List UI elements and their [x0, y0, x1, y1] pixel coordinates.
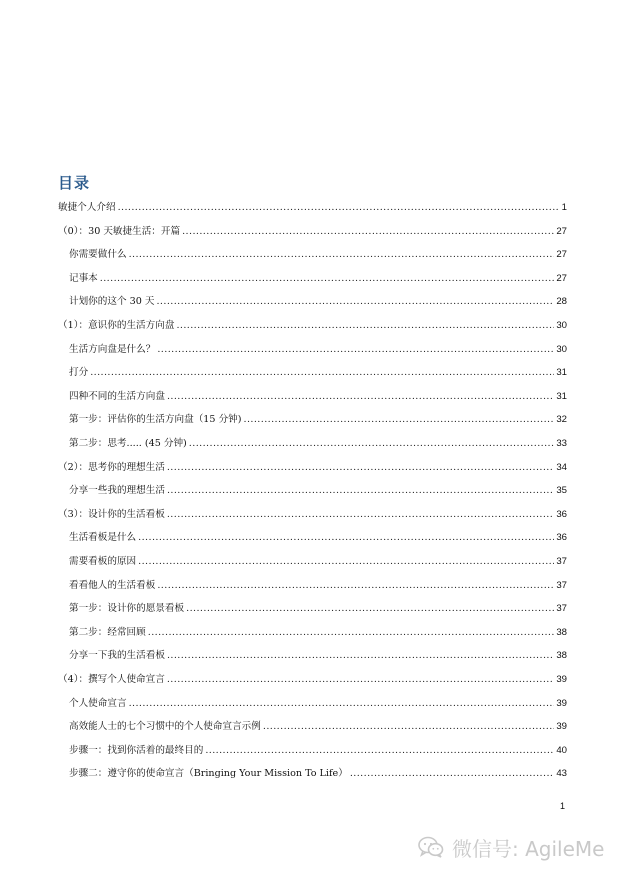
toc-entry[interactable]: [69, 719, 567, 735]
toc-entry-label: 第一步：设计你的愿景看板: [69, 603, 185, 615]
toc-entry-page: 37: [556, 603, 567, 615]
toc-entry-label: 计划你的这个 30 天: [69, 296, 155, 308]
toc-entry-label: 分享一下我的生活看板: [69, 650, 165, 662]
toc-entry-page: 38: [556, 650, 567, 662]
toc-entry[interactable]: [58, 460, 567, 476]
toc-entry-label: 分享一些我的理想生活: [69, 485, 165, 497]
toc-entry-label: （0）：30 天敏捷生活：开篇: [58, 225, 181, 237]
toc-entry-label: （4）：撰写个人使命宣言: [58, 674, 165, 685]
toc-entry-page: 30: [556, 320, 567, 331]
toc-entry-label: 第二步：经常回顾: [69, 626, 146, 638]
toc-leader-dots: [100, 271, 555, 287]
toc-entry-page: 27: [556, 272, 567, 284]
toc-leader-dots: [129, 247, 555, 263]
toc-leader-dots: [263, 719, 554, 735]
toc-entry-label: （2）：思考你的理想生活: [58, 461, 165, 473]
toc-entry[interactable]: [58, 200, 567, 216]
toc-entry-label: 个人使命宣言: [69, 697, 127, 709]
toc-entry-page: 1: [561, 202, 567, 213]
toc-leader-dots: [350, 766, 555, 782]
toc-leader-dots: [186, 601, 554, 617]
toc-leader-dots: [176, 318, 554, 334]
toc-entry-page: 38: [556, 626, 567, 638]
toc-entry[interactable]: [69, 247, 567, 263]
toc-entry-label: 你需要做什么: [69, 249, 127, 261]
toc-title: 目录: [58, 174, 91, 192]
toc-entry[interactable]: [69, 294, 567, 310]
toc-leader-dots: [205, 743, 554, 759]
toc-entry-label: 第二步：思考..... (45 分钟): [69, 438, 187, 449]
toc-entry-page: 32: [556, 414, 567, 426]
toc-entry-page: 40: [556, 744, 567, 756]
toc-entry[interactable]: [69, 389, 567, 405]
toc-entry[interactable]: [58, 507, 567, 523]
toc-leader-dots: [167, 389, 554, 405]
toc-entry-page: 31: [556, 390, 567, 402]
toc-entry-label: 四种不同的生活方向盘: [69, 390, 165, 402]
toc-entry[interactable]: [69, 342, 567, 358]
toc-entry[interactable]: [69, 766, 567, 782]
toc-leader-dots: [118, 200, 560, 216]
toc-entry-label: （3）：设计你的生活看板: [58, 508, 165, 520]
toc-entry[interactable]: [69, 436, 567, 452]
watermark: [418, 833, 604, 861]
toc-entry-page: 31: [556, 367, 567, 379]
toc-entry-label: 生活方向盘是什么？: [69, 343, 156, 355]
toc-entry-page: 28: [556, 296, 567, 308]
toc-leader-dots: [90, 365, 554, 381]
toc-leader-dots: [167, 672, 554, 688]
toc-entry-label: 第一步：评估你的生活方向盘（15 分钟): [69, 414, 242, 426]
toc-entry[interactable]: [69, 625, 567, 641]
toc-entry[interactable]: [69, 412, 567, 428]
toc-leader-dots: [189, 436, 555, 452]
toc-entry-page: 39: [556, 721, 567, 733]
toc-entry-page: 33: [556, 438, 567, 449]
wechat-icon: [418, 836, 444, 858]
toc-entry-label: 步骤一：找到你活着的最终目的: [69, 744, 204, 756]
toc-entry-label: （1）：意识你的生活方向盘: [58, 320, 175, 331]
toc-entry[interactable]: [58, 224, 567, 240]
toc-entry-page: 37: [556, 556, 567, 567]
toc-leader-dots: [156, 294, 554, 310]
toc-entry-page: 36: [556, 532, 567, 544]
toc-entry[interactable]: [58, 672, 567, 688]
toc-entry-label: 敏捷个人介绍: [58, 202, 116, 213]
toc-entry-label: 高效能人士的七个习惯中的个人使命宣言示例: [69, 721, 261, 733]
toc-entry-page: 27: [556, 225, 567, 237]
toc-leader-dots: [129, 696, 555, 712]
toc-entry-label: 生活看板是什么: [69, 532, 137, 544]
toc-leader-dots: [148, 625, 555, 641]
toc-entry-page: 27: [556, 249, 567, 261]
toc-entry[interactable]: [69, 743, 567, 759]
toc-entry-page: 37: [556, 579, 567, 591]
page-number: 1: [560, 801, 566, 811]
toc-entry[interactable]: [69, 554, 567, 570]
toc-leader-dots: [244, 412, 555, 428]
toc-entry[interactable]: [69, 365, 567, 381]
toc-entry-label: 记事本: [69, 272, 98, 284]
toc-entry[interactable]: [69, 530, 567, 546]
toc-leader-dots: [182, 224, 554, 240]
toc-entry-label: 需要看板的原因: [69, 556, 137, 567]
toc-leader-dots: [138, 554, 554, 570]
watermark-text: 微信号: AgileMe: [452, 836, 605, 861]
toc-entry-page: 36: [556, 508, 567, 520]
toc-entry-page: 39: [556, 697, 567, 709]
toc-entry-label: 打分: [69, 367, 89, 379]
toc-entry[interactable]: [69, 483, 567, 499]
toc-leader-dots: [157, 342, 554, 358]
toc-leader-dots: [167, 483, 554, 499]
toc-leader-dots: [157, 578, 554, 594]
toc-leader-dots: [138, 530, 554, 546]
toc-entry-page: 39: [556, 674, 567, 685]
toc-entry-label: 步骤二：遵守你的使命宣言（Bringing Your Mission To Life）: [69, 768, 348, 780]
toc-leader-dots: [167, 507, 554, 523]
toc-entry[interactable]: [69, 601, 567, 617]
toc-entry[interactable]: [69, 578, 567, 594]
toc-entry[interactable]: [69, 696, 567, 712]
toc-leader-dots: [167, 648, 554, 664]
toc-entry-page: 30: [556, 343, 567, 355]
toc-entry-page: 43: [556, 768, 567, 780]
toc-entry-label: 看看他人的生活看板: [69, 579, 156, 591]
toc-entry-page: 35: [556, 485, 567, 497]
toc-entry-page: 34: [556, 461, 567, 473]
toc-leader-dots: [167, 460, 554, 476]
toc-entry[interactable]: [69, 271, 567, 287]
toc-entry[interactable]: [69, 648, 567, 664]
toc-entry[interactable]: [58, 318, 567, 334]
